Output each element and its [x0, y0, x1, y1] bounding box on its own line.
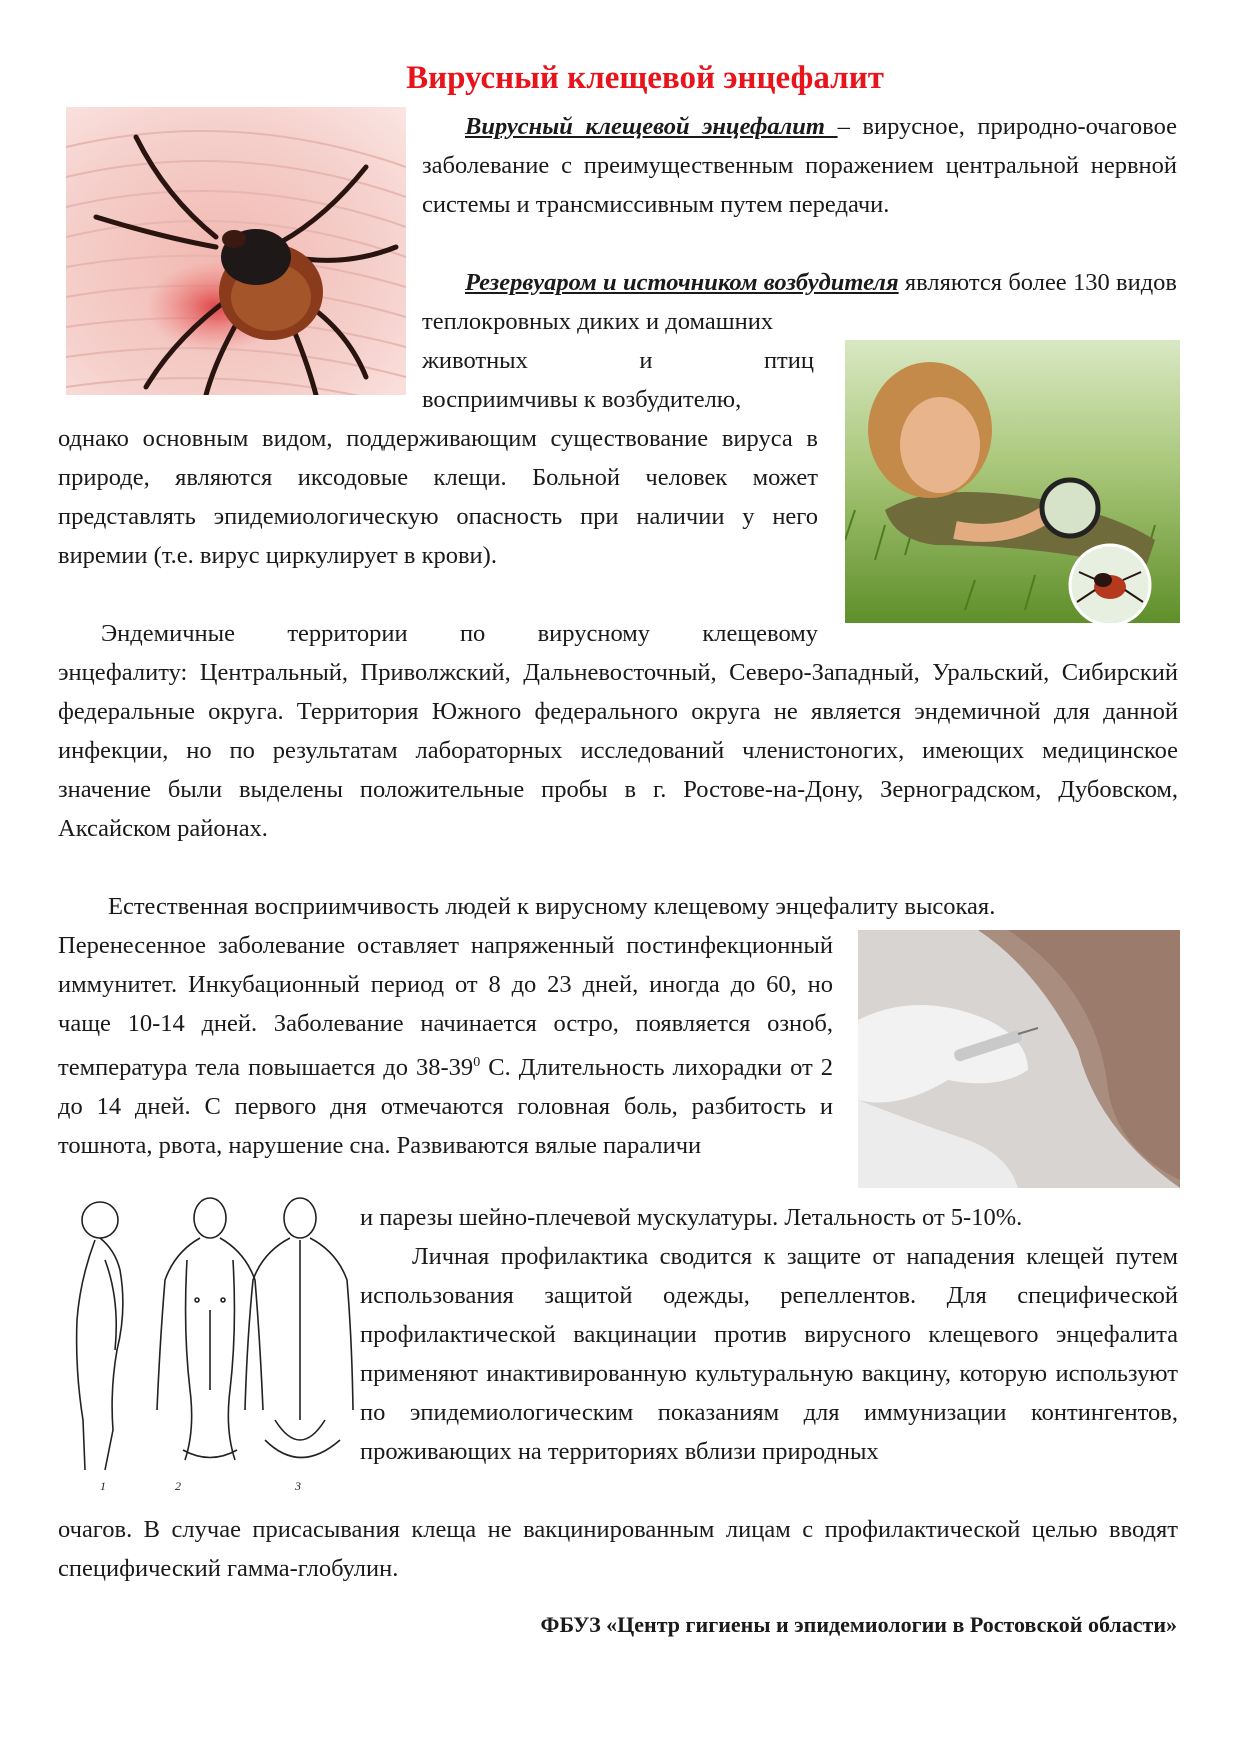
susceptibility-end: и парезы шейно-плечевой мускулатуры. Летальность от 5-10%.: [360, 1204, 1023, 1231]
vaccination-photo: [858, 930, 1180, 1188]
prevention-paragraph: Личная профилактика сводится к защите от нападения клещей путем использования защитой одежды, репеллентов. Для специфической профилактической вакцинации против вирусного клещевого энцефалита применяют инактивированную культуральную вакцину, которую используют по эпидемиологическим показаниям для иммунизации контингентов, проживающих на территориях вблизи природных: [360, 1243, 1178, 1465]
page-title: Вирусный клещевой энцефалит: [406, 60, 884, 96]
reservoir-term: Резервуаром и источником возбудителя: [465, 269, 899, 296]
endemic-intro: Эндемичные территории по вирусному клещевому: [101, 620, 818, 647]
footer-organization: ФБУЗ «Центр гигиены и эпидемиологии в Ростовской области»: [540, 1612, 1177, 1637]
prevention-end: очагов. В случае присасывания клеща не вакцинированным лицам с профилактической целью вводят специфический гамма-глобулин.: [58, 1516, 1178, 1582]
susceptibility-text-b: С. Длительность лихорадки от 2 до 14 дней. С первого дня отмечаются головная боль, разбитость и тошнота, рвота, нарушение сна. Развиваются вялые параличи: [58, 1054, 833, 1160]
tick-photo: [66, 107, 406, 395]
reservoir-text-1: являются более 130 видов теплокровных диких и домашних: [422, 269, 1178, 335]
susceptibility-lead: Естественная восприимчивость людей к вирусному клещевому энцефалиту высокая.: [108, 893, 996, 920]
reservoir-paragraph-2: животных и птиц: [422, 347, 814, 374]
reservoir-paragraph-4: однако основным видом, поддерживающим существование вируса в природе, являются иксодовые клещи. Больной человек может представлять эпидемиологическую опасность при наличии у него виремии (т.е. вирус циркулирует в крови).: [58, 425, 818, 569]
intro-text: – вирусное, природно-очаговое заболевание с преимущественным поражением центральной нервной системы и трансмиссивным путем передачи.: [422, 113, 1178, 218]
susceptibility-text-a: Перенесенное заболевание оставляет напряженный постинфекционный иммунитет. Инкубационный период от 8 до 23 дней, иногда до 60, но чаще 10-14 дней. Заболевание начинается остро, появляется озноб, температура тела повышается до 38-39: [58, 932, 833, 1082]
figure-label-1: 1: [100, 1479, 106, 1493]
reservoir-paragraph-1: [422, 263, 1177, 341]
figure-label-2: 2: [175, 1479, 181, 1493]
figure-label-3: 3: [295, 1479, 301, 1493]
intro-term: Вирусный клещевой энцефалит: [465, 113, 838, 140]
intro-paragraph: [422, 107, 1177, 224]
degree-sup: 0: [473, 1055, 481, 1070]
reservoir-paragraph-3: восприимчивы к возбудителю,: [422, 386, 742, 413]
patient-posture-illustration: [55, 1190, 355, 1495]
susceptibility-paragraph: [58, 926, 833, 1165]
boy-magnifier-photo: [845, 340, 1180, 623]
endemic-paragraph: энцефалиту: Центральный, Приволжский, Дальневосточный, Северо-Западный, Уральский, Сибирский федеральные округа. Территория Южного федерального округа не является эндемичной для данной инфекции, но по результатам лабораторных исследований членистоногих, имеющих медицинское значение были выделены положительные пробы в г. Ростове-на-Дону, Зерноградском, Дубовском, Аксайском районах.: [58, 659, 1178, 842]
